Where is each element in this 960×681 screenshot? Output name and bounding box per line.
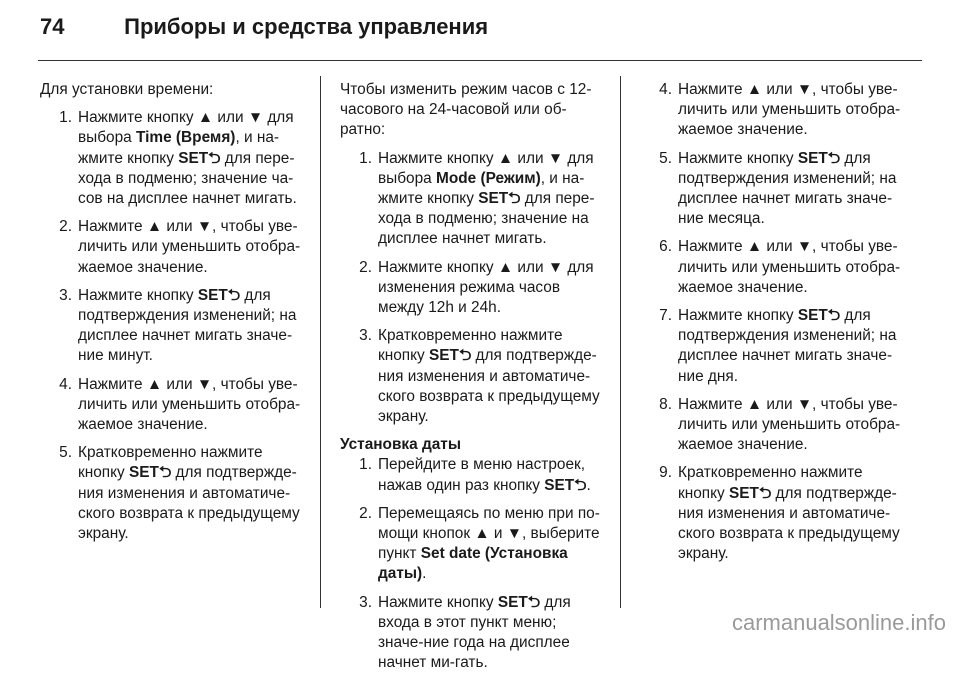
list-item bbox=[48, 217, 312, 278]
page-number: 74 bbox=[40, 14, 65, 39]
intro-text: Чтобы изменить режим часов с 12-часового на 24-часовой или об-ратно: bbox=[340, 81, 592, 139]
steps-list bbox=[348, 149, 606, 428]
item-number: 8. bbox=[659, 395, 672, 413]
list-item bbox=[48, 443, 312, 544]
list-item bbox=[648, 395, 908, 456]
item-text: Нажмите ▲ или ▼, чтобы уве-личить или уменьшить отобра-жаемое значение. bbox=[78, 375, 301, 434]
list-item bbox=[48, 108, 312, 209]
list-item bbox=[648, 80, 908, 141]
list-item bbox=[648, 149, 908, 230]
item-text: Нажмите кнопку SET⮌ для входа в этот пункт меню; значе-ние года на дисплее начнет ми-гать. bbox=[378, 593, 571, 672]
item-text: Нажмите кнопку ▲ или ▼ для изменения режима часов между 12h и 24h. bbox=[378, 258, 594, 317]
item-number: 5. bbox=[659, 149, 672, 167]
page-title: Приборы и средства управления bbox=[124, 14, 489, 39]
column-divider bbox=[620, 76, 621, 608]
item-text: Нажмите кнопку ▲ или ▼ для выбора Mode (Режим), и на-жмите кнопку SET⮌ для пере-хода в подменю; значение на дисплее начнет мигать. bbox=[378, 149, 595, 248]
item-text: Нажмите ▲ или ▼, чтобы уве-личить или уменьшить отобра-жаемое значение. bbox=[678, 81, 901, 139]
list-item bbox=[348, 326, 606, 427]
column-divider bbox=[320, 76, 321, 608]
item-number: 2. bbox=[359, 504, 372, 522]
header-rule bbox=[38, 60, 922, 61]
item-text: Нажмите кнопку ▲ или ▼ для выбора Time (Время), и на-жмите кнопку SET⮌ для пере-хода в подменю; значение ча-сов на дисплее начнет мигать. bbox=[78, 109, 297, 208]
item-text: Кратковременно нажмите кнопку SET⮌ для подтвержде-ния изменения и автоматиче-ского возврата к предыдущему экрану. bbox=[78, 444, 300, 543]
item-text: Нажмите кнопку SET⮌ для подтверждения изменений; на дисплее начнет мигать значе-ние месяца. bbox=[678, 149, 897, 228]
item-number: 3. bbox=[59, 286, 72, 304]
item-text: Перейдите в меню настроек, нажав один раз кнопку SET⮌. bbox=[378, 456, 591, 494]
item-number: 4. bbox=[59, 375, 72, 393]
item-text: Нажмите ▲ или ▼, чтобы уве-личить или уменьшить отобра-жаемое значение. bbox=[678, 238, 901, 296]
item-number: 2. bbox=[359, 258, 372, 276]
steps-list bbox=[648, 80, 908, 564]
column-2 bbox=[340, 80, 606, 681]
list-item bbox=[648, 306, 908, 387]
item-number: 1. bbox=[359, 456, 372, 474]
list-item bbox=[48, 375, 312, 436]
item-text: Нажмите кнопку SET⮌ для подтверждения изменений; на дисплее начнет мигать значе-ние минут. bbox=[78, 286, 297, 365]
item-number: 5. bbox=[59, 444, 72, 462]
list-item bbox=[648, 237, 908, 298]
item-number: 1. bbox=[59, 109, 72, 127]
item-text: Кратковременно нажмите кнопку SET⮌ для подтвержде-ния изменения и автоматиче-ского возврата к предыдущему экрану. bbox=[378, 327, 600, 426]
list-item bbox=[48, 286, 312, 367]
steps-list bbox=[348, 455, 606, 673]
item-number: 3. bbox=[359, 327, 372, 345]
item-text: Нажмите ▲ или ▼, чтобы уве-личить или уменьшить отобра-жаемое значение. bbox=[678, 395, 901, 454]
column-1 bbox=[40, 80, 312, 552]
list-item bbox=[648, 463, 908, 564]
item-number: 2. bbox=[59, 218, 72, 236]
list-item bbox=[348, 593, 606, 674]
page-header bbox=[40, 14, 488, 40]
list-item bbox=[348, 258, 606, 319]
item-number: 1. bbox=[359, 149, 372, 167]
item-text: Нажмите ▲ или ▼, чтобы уве-личить или уменьшить отобра-жаемое значение. bbox=[78, 218, 301, 276]
item-number: 6. bbox=[659, 238, 672, 256]
intro-text: Для установки времени: bbox=[40, 81, 214, 98]
item-number: 7. bbox=[659, 307, 672, 325]
list-item bbox=[348, 504, 606, 585]
column-3 bbox=[640, 80, 908, 572]
list-item bbox=[348, 455, 606, 495]
item-text: Кратковременно нажмите кнопку SET⮌ для подтвержде-ния изменения и автоматиче-ского возврата к предыдущему экрану. bbox=[678, 464, 900, 563]
item-number: 9. bbox=[659, 464, 672, 482]
item-text: Нажмите кнопку SET⮌ для подтверждения изменений; на дисплее начнет мигать значе-ние дня. bbox=[678, 307, 897, 385]
item-number: 4. bbox=[659, 81, 672, 98]
list-item bbox=[348, 149, 606, 250]
section-heading: Установка даты bbox=[340, 436, 461, 454]
item-number: 3. bbox=[359, 593, 372, 611]
steps-list bbox=[48, 108, 312, 544]
item-text: Перемещаясь по меню при по-мощи кнопок ▲ и ▼, выберите пункт Set date (Установка даты). bbox=[378, 504, 600, 583]
watermark: carmanualsonline.info bbox=[731, 610, 946, 635]
